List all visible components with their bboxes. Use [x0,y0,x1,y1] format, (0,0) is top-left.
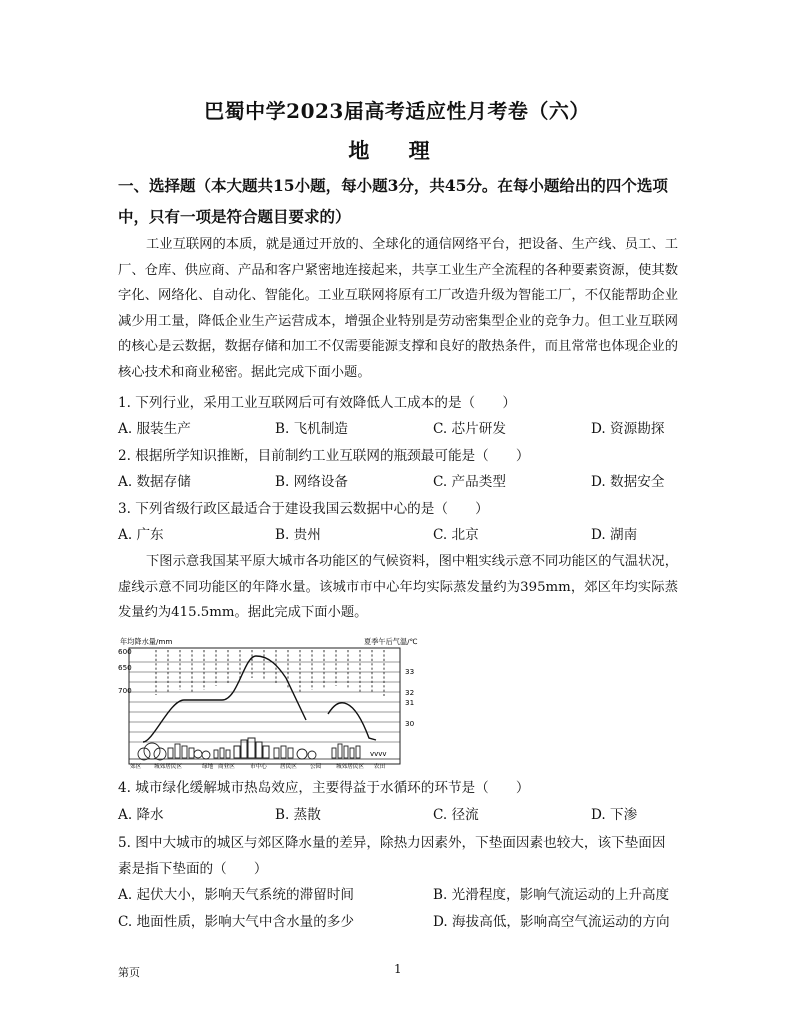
dashed-precipitation-columns [156,650,384,696]
question-3-option-b[interactable]: B. 贵州 [275,527,321,543]
footer-label: 第页 [118,966,140,979]
question-1-stem: 1. 下列行业，采用工业互联网后可有效降低人工成本的是（ ） [118,395,516,411]
question-4-option-a[interactable]: A. 降水 [118,807,164,823]
zone-label: 商业区 [218,764,235,770]
shop-icon [220,748,224,758]
house-icon [332,748,336,758]
tree-icon [144,743,160,759]
question-1-option-c[interactable]: C. 芯片研发 [433,421,506,437]
question-2-options [118,470,688,496]
house-icon [281,746,286,758]
shop-icon [226,750,230,758]
question-5-stem: 5. 图中大城市的城区与郊区降水量的差异，除热力因素外，下垫面因素也较大，该下垫面因素是指下垫面的（ ） [118,835,666,877]
zone-label: 农田 [374,764,386,770]
question-4-option-b[interactable]: B. 蒸散 [275,807,321,823]
horizontal-gridlines [129,662,400,742]
zone-label: 绿地 [202,764,214,770]
green-icon [194,750,202,758]
house-icon [189,748,194,758]
right-tick-label: 32 [405,688,415,697]
city-climate-figure [118,634,428,772]
left-tick-label: 700 [118,686,132,695]
green-icon [202,751,210,759]
section-heading: 一、选择题（本大题共15小题，每小题3分，共45分。在每小题给出的四个选项中，只有一项是符合题目要求的） [118,176,668,226]
building-icon [248,738,255,758]
question-1-option-b[interactable]: B. 飞机制造 [275,421,349,437]
subject-title: 地 理 [348,138,446,163]
house-icon [344,746,348,758]
left-tick-label: 650 [118,663,132,672]
park-icon [297,749,307,759]
question-4-stem: 4. 城市绿化缓解城市热岛效应，主要得益于水循环的环节是（ ） [118,780,530,796]
shop-icon [214,750,218,758]
zone-labels [130,762,386,770]
question-3-option-a[interactable]: A. 广东 [118,527,164,543]
building-icon [263,746,269,758]
passage-industrial-internet: 工业互联网的本质，就是通过开放的、全球化的通信网络平台，把设备、生产线、员工、工厂、仓库、供应商、产品和客户紧密地连接起来，共享工业生产全流程的各种要素资源，使其数字化、网络化、自动化、智能化。工业互联网将原有工厂改造升级为智能工厂，不仅能帮助企业减少用工量，降低企业生产运营成本，增强企业特别是劳动密集型企业的竞争力。但工业互联网的核心是云数据，数据存储和加工不仅需要能源支撑和良好的散热条件，而且常常也体现企业的核心技术和商业秘密。据此完成下面小题。 [118,237,678,380]
question-4-option-d[interactable]: D. 下渗 [591,807,638,823]
question-3-option-c[interactable]: C. 北京 [433,527,479,543]
right-axis-title: 夏季午后气温/℃ [364,637,418,646]
house-icon [350,748,354,758]
question-5-options-row2 [118,910,688,936]
question-4-option-c[interactable]: C. 径流 [433,807,479,823]
house-icon [288,748,293,758]
figure-frame [129,648,400,764]
zone-label: 城郊居民区 [336,764,364,770]
park-icon [308,751,316,759]
house-icon [175,744,180,758]
passage-city-climate: 下图示意我国某平原大城市各功能区的气候资料，图中粗实线示意不同功能区的气温状况，虚线示意不同功能区的年降水量。该城市市中心年均实际蒸发量约为395mm，郊区年均实际蒸发量约为415.5mm。据此完成下面小题。 [118,554,678,621]
house-icon [356,746,360,758]
right-tick-label: 31 [405,698,415,707]
question-1-option-d[interactable]: D. 资源勘探 [591,421,665,437]
house-icon [338,744,342,758]
right-tick-label: 30 [405,719,415,728]
question-2-stem: 2. 根据所学知识推断，目前制约工业互联网的瓶颈最可能是（ ） [118,448,530,464]
question-5-option-b[interactable]: B. 光滑程度，影响气流运动的上升高度 [433,887,670,903]
question-1-options [118,417,688,443]
question-2-option-b[interactable]: B. 网络设备 [275,474,349,490]
question-5-option-a[interactable]: A. 起伏大小，影响天气系统的滞留时间 [118,887,354,903]
zone-label: 郊区 [130,764,142,770]
question-5-option-c[interactable]: C. 地面性质，影响大气中含水量的多少 [118,914,355,930]
question-3-option-d[interactable]: D. 湖南 [591,527,638,543]
question-2-option-d[interactable]: D. 数据安全 [591,474,665,490]
house-icon [168,748,173,758]
question-4-options [118,803,688,829]
building-icon [256,742,262,758]
question-3-stem: 3. 下列省级行政区最适合于建设我国云数据中心的是（ ） [118,501,489,517]
question-3-options [118,523,688,549]
zone-label: 居民区 [280,764,297,770]
zone-label: 城郊居民区 [154,764,182,770]
right-tick-label: 33 [405,667,415,676]
question-2-option-a[interactable]: A. 数据存储 [118,474,191,490]
question-5-option-d[interactable]: D. 海拔高低，影响高空气流运动的方向 [433,914,670,930]
page-number: 1 [394,962,402,976]
land-use-icons [129,738,400,760]
left-tick-label: 600 [118,647,132,656]
question-2-option-c[interactable]: C. 产品类型 [433,474,506,490]
exam-title: 巴蜀中学2023届高考适应性月考卷（六） [204,99,590,123]
zone-label: 市中心 [250,764,267,770]
building-icon [241,740,247,758]
house-icon [182,746,187,758]
temperature-curve [143,656,376,742]
crop-icon: vvvv [370,750,387,758]
left-axis-title: 年均降水量/mm [120,637,173,646]
question-1-option-a[interactable]: A. 服装生产 [118,421,191,437]
building-icon [234,746,240,758]
zone-label: 公园 [310,764,322,770]
question-5-options-row1 [118,883,688,909]
house-icon [274,748,279,758]
